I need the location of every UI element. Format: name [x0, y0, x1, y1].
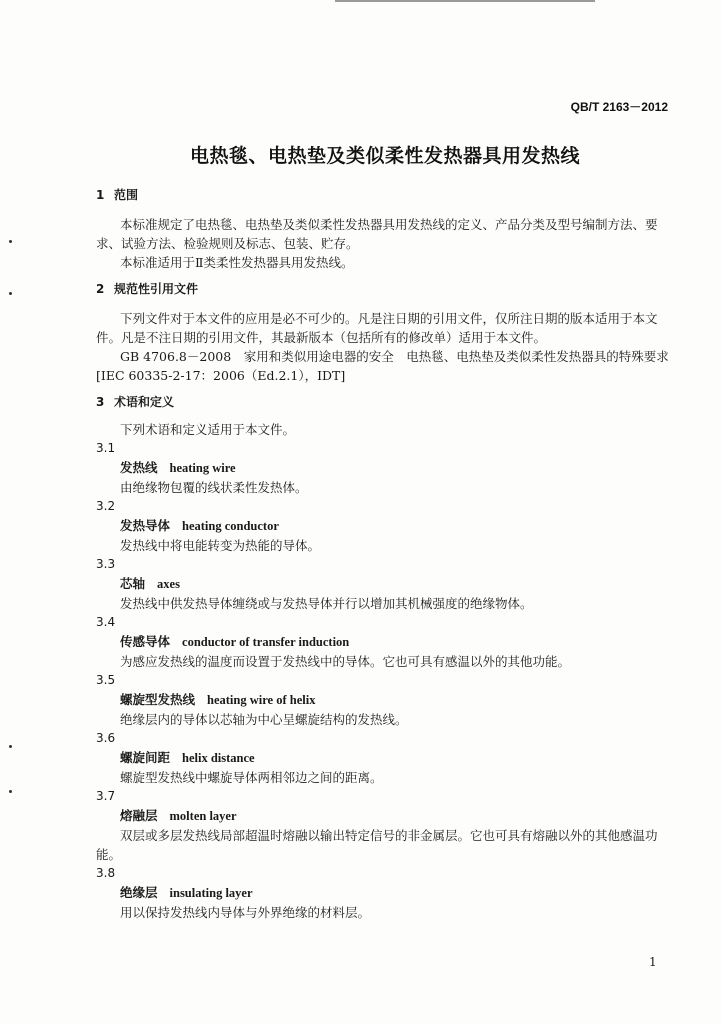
- term-heading: 传感导体 conductor of transfer induction: [120, 634, 350, 649]
- document-body: [96, 186, 668, 922]
- term-heading: 绝缘层 insulating layer: [120, 885, 253, 900]
- term-heading: 发热线 heating wire: [120, 460, 236, 475]
- term-number: 3.7: [96, 789, 116, 803]
- term-definition-continued: 能。: [96, 847, 122, 862]
- section-3-heading: 3 术语和定义: [96, 395, 175, 409]
- term-definition: 由绝缘物包覆的线状柔性发热体。: [120, 480, 308, 495]
- term-definition: 螺旋型发热线中螺旋导体两相邻边之间的距离。: [120, 770, 383, 785]
- term-number: 3.1: [96, 441, 116, 455]
- section-2-heading: 2 规范性引用文件: [96, 282, 199, 296]
- term-heading: 发热导体 heating conductor: [120, 518, 279, 533]
- page-number: 1: [649, 955, 657, 969]
- section-1-para-2: 本标准适用于Ⅱ类柔性发热器具用发热线。: [120, 255, 354, 270]
- term-heading: 螺旋型发热线 heating wire of helix: [120, 692, 316, 707]
- scan-speck: [9, 292, 12, 295]
- section-2-para-1a: 下列文件对于本文件的应用是必不可少的。凡是注日期的引用文件，仅所注日期的版本适用于本文: [120, 311, 658, 326]
- term-number: 3.6: [96, 731, 116, 745]
- section-2-reference-iec: [IEC 60335-2-17：2006（Ed.2.1），IDT]: [96, 368, 346, 383]
- section-1-para-1b: 求、试验方法、检验规则及标志、包装、贮存。: [96, 236, 359, 251]
- term-heading: 螺旋间距 helix distance: [120, 750, 255, 765]
- term-number: 3.5: [96, 673, 116, 687]
- scan-speck: [9, 745, 12, 748]
- scan-edge-line: [335, 0, 595, 2]
- term-heading: 芯轴 axes: [120, 576, 180, 591]
- section-2-reference: GB 4706.8－2008 家用和类似用途电器的安全 电热毯、电热垫及类似柔性发热器具的特殊要求: [120, 349, 669, 364]
- document-title: 电热毯、电热垫及类似柔性发热器具用发热线: [189, 145, 580, 167]
- standard-code: QB/T 2163－2012: [570, 100, 668, 114]
- term-number: 3.3: [96, 557, 116, 571]
- section-2-para-1b: 件。凡是不注日期的引用文件，其最新版本（包括所有的修改单）适用于本文件。: [96, 330, 547, 345]
- term-definition: 为感应发热线的温度而设置于发热线中的导体。它也可具有感温以外的其他功能。: [120, 654, 571, 669]
- term-number: 3.8: [96, 866, 116, 880]
- term-number: 3.2: [96, 499, 116, 513]
- scan-speck: [9, 240, 12, 243]
- term-definition: 绝缘层内的导体以芯轴为中心呈螺旋结构的发热线。: [120, 712, 408, 727]
- section-1-heading: 1 范围: [96, 188, 139, 202]
- term-definition: 发热线中供发热导体缠绕或与发热导体并行以增加其机械强度的绝缘物体。: [120, 596, 533, 611]
- term-number: 3.4: [96, 615, 116, 629]
- term-heading: 熔融层 molten layer: [120, 808, 237, 823]
- scan-speck: [9, 790, 12, 793]
- term-definition: 双层或多层发热线局部超温时熔融以输出特定信号的非金属层。它也可具有熔融以外的其他感温功: [120, 828, 658, 843]
- section-1-para-1a: 本标准规定了电热毯、电热垫及类似柔性发热器具用发热线的定义、产品分类及型号编制方法、要: [120, 217, 658, 232]
- term-definition: 发热线中将电能转变为热能的导体。: [120, 538, 321, 553]
- term-definition: 用以保持发热线内导体与外界绝缘的材料层。: [120, 905, 371, 920]
- section-3-intro: 下列术语和定义适用于本文件。: [120, 422, 296, 437]
